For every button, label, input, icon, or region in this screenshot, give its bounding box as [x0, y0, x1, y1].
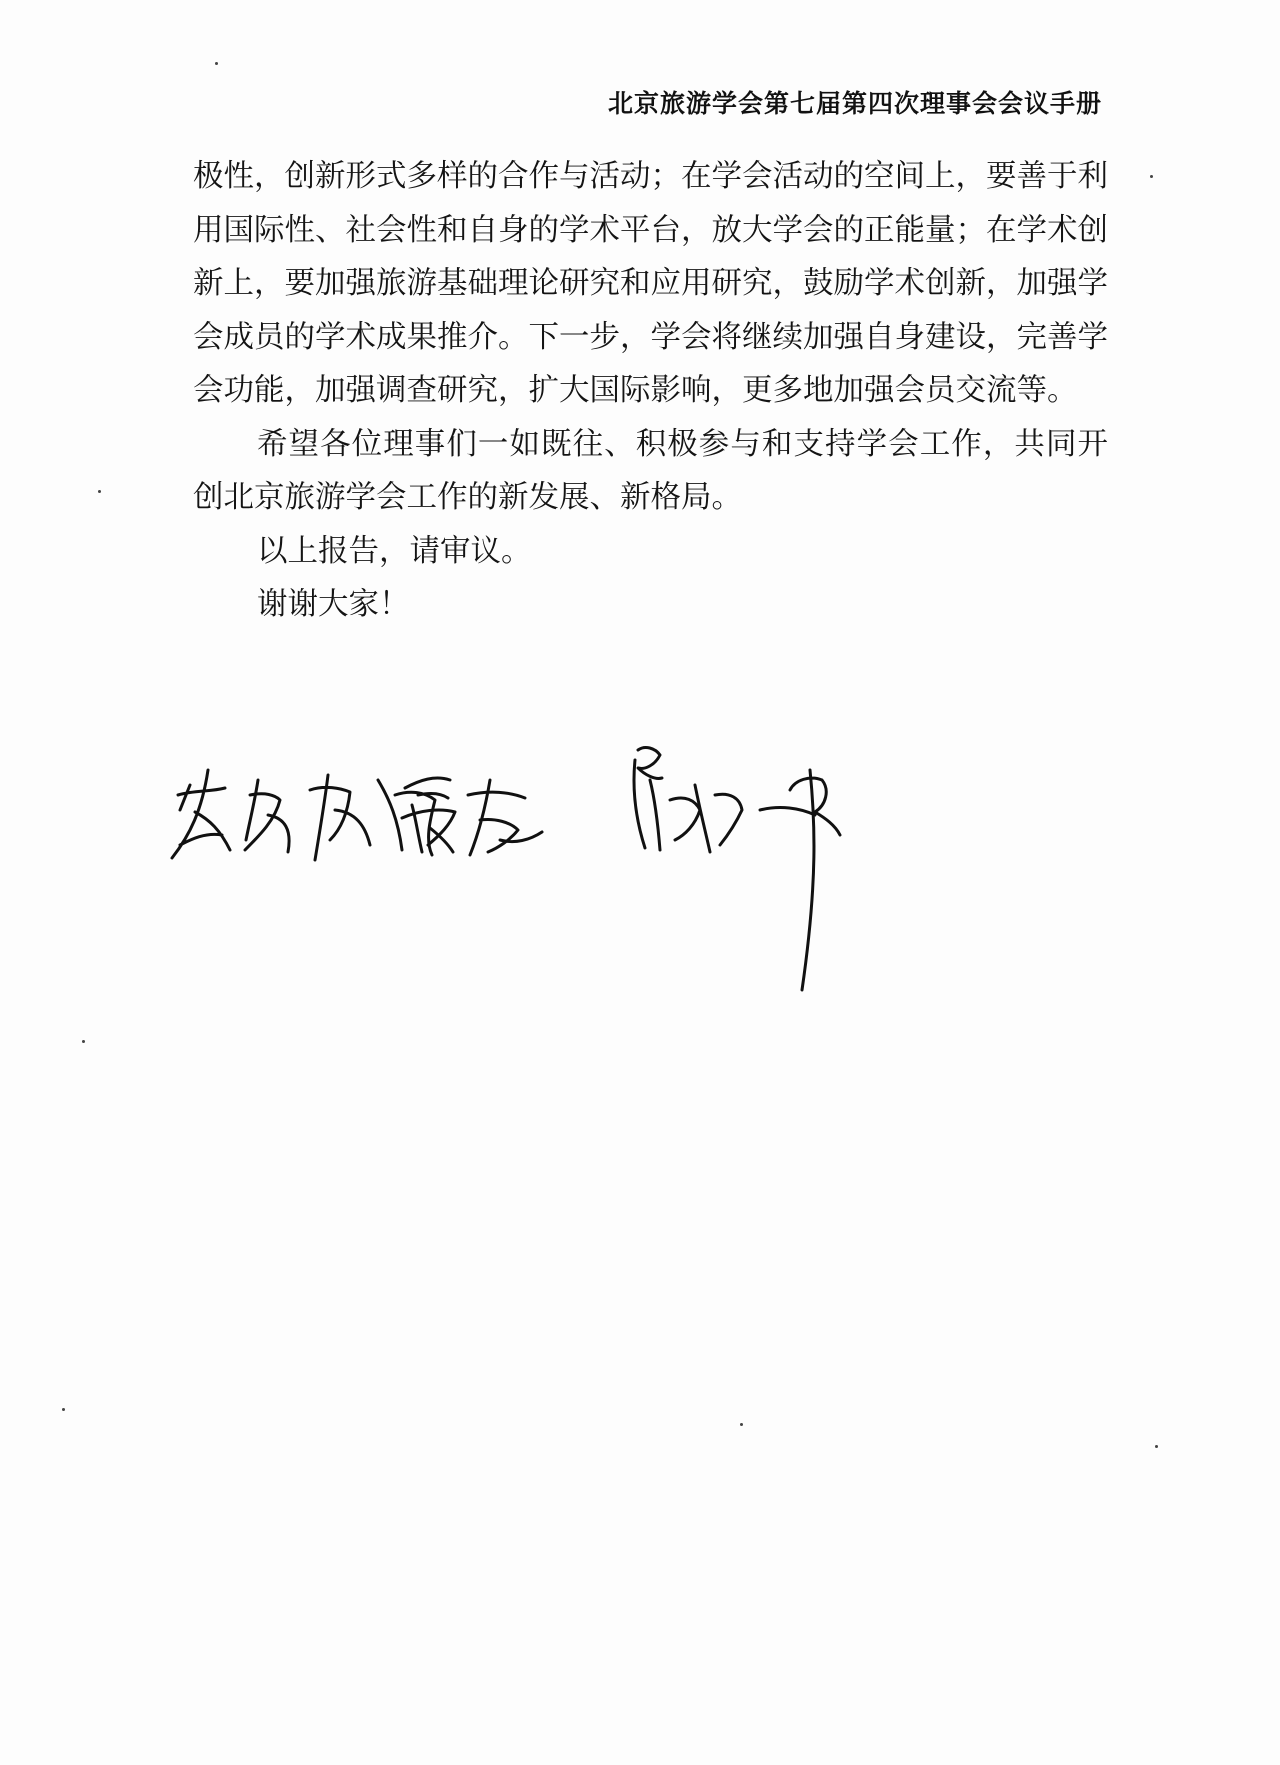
- running-header: 北京旅游学会第七届第四次理事会会议手册: [607, 89, 1102, 118]
- handwritten-signature-2: [402, 778, 542, 855]
- handwritten-signature-1: [172, 770, 435, 860]
- scan-speck: [215, 62, 218, 65]
- signature-area: [150, 740, 970, 1040]
- scan-speck: [1150, 175, 1153, 178]
- scan-speck: [740, 1423, 743, 1426]
- scan-speck: [1155, 1445, 1158, 1448]
- scan-speck: [62, 1408, 65, 1411]
- scan-speck: [82, 1040, 85, 1043]
- document-body: [193, 150, 1108, 632]
- closing-line-thanks: 谢谢大家！: [257, 587, 410, 622]
- closing-line-report: 以上报告，请审议。: [257, 533, 532, 569]
- handwritten-signature-3: [634, 748, 840, 990]
- body-paragraph-2: 希望各位理事们一如既往、积极参与和支持学会工作，共同开创北京旅游学会工作的新发展、新格局。: [193, 426, 1108, 515]
- scan-speck: [98, 490, 101, 493]
- signatures-svg: [150, 740, 970, 1040]
- body-paragraph-1: 极性，创新形式多样的合作与活动；在学会活动的空间上，要善于利用国际性、社会性和自身的学术平台，放大学会的正能量；在学术创新上，要加强旅游基础理论研究和应用研究，鼓励学术创新，加强学会成员的学术成果推介。下一步，学会将继续加强自身建设，完善学会功能，加强调查研究，扩大国际影响，更多地加强会员交流等。: [193, 159, 1108, 408]
